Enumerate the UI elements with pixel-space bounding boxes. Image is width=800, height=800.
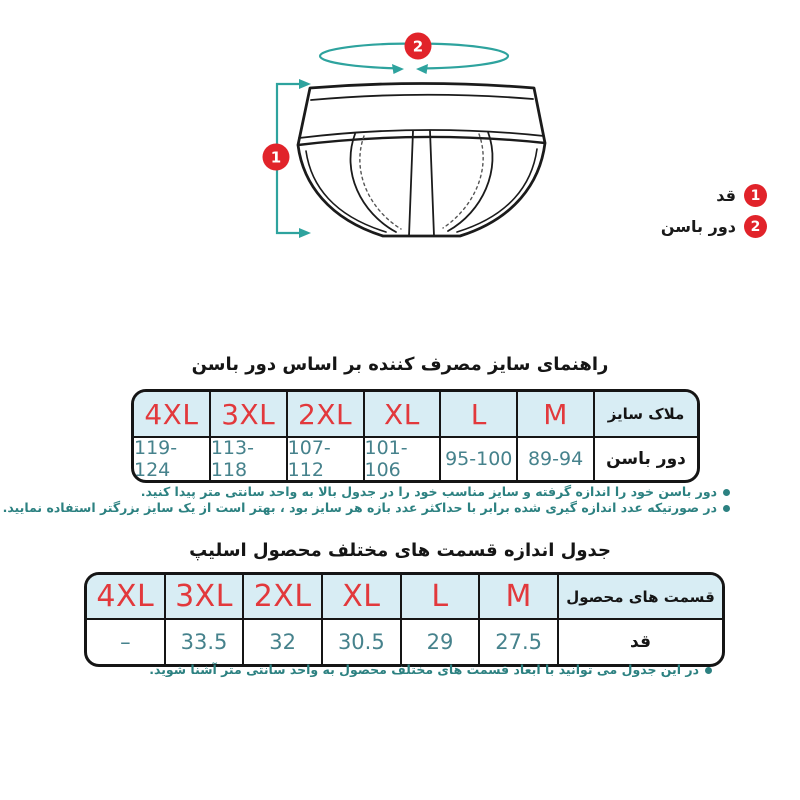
note-upper-size bbox=[3, 500, 730, 516]
hip-value-3xl: 113-118 bbox=[211, 438, 288, 480]
length-value-2xl: 32 bbox=[244, 620, 323, 664]
hip-table-notes bbox=[3, 484, 730, 516]
parts-header-cell: قسمت های محصول bbox=[559, 575, 722, 620]
legend-item-hip bbox=[661, 215, 767, 238]
length-value-l: 29 bbox=[402, 620, 481, 664]
legend-item-height bbox=[661, 184, 767, 207]
note-bullet bbox=[705, 667, 712, 674]
size-header-4xl: 4XL bbox=[134, 392, 211, 438]
hip-value-l: 95-100 bbox=[441, 438, 518, 480]
size-header-m: M bbox=[480, 575, 559, 620]
measure-legend bbox=[661, 184, 767, 246]
note-text: دور باسن خود را اندازه گرفته و سایز مناسب خود را در جدول بالا به واحد سانتی متر پیدا کنید. bbox=[140, 484, 717, 499]
product-parts-table bbox=[84, 572, 725, 667]
legend-label-height: قد bbox=[716, 186, 736, 205]
size-header-xl: XL bbox=[323, 575, 402, 620]
note-bullet bbox=[723, 505, 730, 512]
parts-table-title: جدول اندازه قسمت های مختلف محصول اسلیپ bbox=[189, 540, 611, 561]
diagram-badge-1 bbox=[263, 144, 290, 171]
legend-badge-2: 2 bbox=[744, 215, 767, 238]
note-text: در صورتیکه عدد اندازه گیری شده برابر با حداکثر عدد بازه هر سایز بود ، بهتر است از یک سایز بزرگتر استفاده نمایید. bbox=[2, 500, 717, 515]
hip-row-label: دور باسن bbox=[606, 449, 686, 469]
legend-badge-1: 1 bbox=[744, 184, 767, 207]
legend-label-hip: دور باسن bbox=[660, 217, 736, 236]
diagram-badge-1-number: 1 bbox=[270, 148, 282, 167]
length-value-3xl: 33.5 bbox=[166, 620, 245, 664]
length-row-label: قد bbox=[630, 632, 651, 652]
hip-value-m: 89-94 bbox=[518, 438, 595, 480]
length-value-4xl: – bbox=[87, 620, 166, 664]
length-value-m: 27.5 bbox=[480, 620, 559, 664]
note-bullet bbox=[723, 489, 730, 496]
note-measure-hip bbox=[3, 484, 730, 500]
size-header-2xl: 2XL bbox=[244, 575, 323, 620]
size-header-l: L bbox=[402, 575, 481, 620]
size-header-4xl: 4XL bbox=[87, 575, 166, 620]
hip-value-2xl: 107-112 bbox=[288, 438, 365, 480]
size-header-m: M bbox=[518, 392, 595, 438]
size-header-3xl: 3XL bbox=[166, 575, 245, 620]
briefs-drawing bbox=[298, 84, 545, 237]
hip-table-title: راهنمای سایز مصرف کننده بر اساس دور باسن bbox=[191, 354, 609, 375]
length-value-xl: 30.5 bbox=[323, 620, 402, 664]
hip-size-table bbox=[131, 389, 700, 483]
note-text: در این جدول می توانید با ابعاد قسمت های مختلف محصول به واحد سانتی متر آشنا شوید. bbox=[149, 662, 699, 677]
hip-value-4xl: 119-124 bbox=[134, 438, 211, 480]
diagram-badge-2 bbox=[405, 33, 432, 60]
size-header-xl: XL bbox=[365, 392, 442, 438]
size-header-3xl: 3XL bbox=[211, 392, 288, 438]
parts-table-note bbox=[149, 662, 712, 678]
criteria-header-cell: ملاک سایز bbox=[595, 392, 697, 438]
diagram-badge-2-number: 2 bbox=[412, 37, 424, 56]
size-header-2xl: 2XL bbox=[288, 392, 365, 438]
hip-value-xl: 101-106 bbox=[365, 438, 442, 480]
briefs-measurement-diagram bbox=[0, 0, 800, 330]
size-header-l: L bbox=[441, 392, 518, 438]
